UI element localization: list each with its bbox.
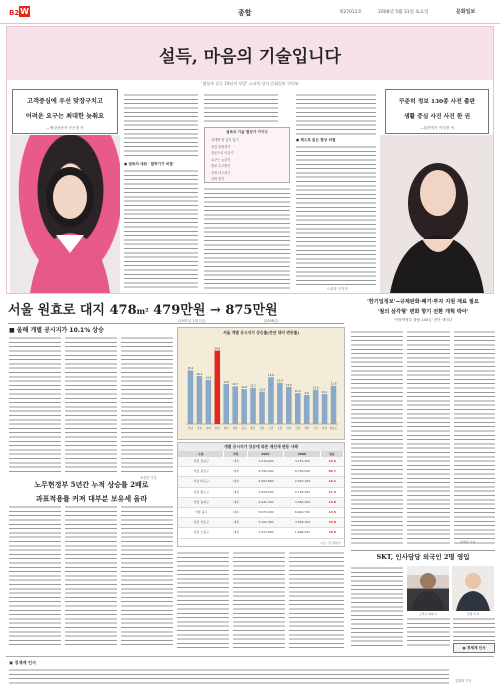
- land-note-left: (2007년 1월 1일): [178, 319, 206, 323]
- right-quote-box: [385, 89, 489, 134]
- right-body-col-2: [454, 330, 495, 546]
- chart-value-label: 12.9: [330, 382, 337, 386]
- date: 2008년 5월 31일 토요일: [378, 10, 429, 15]
- chart-category-label: 성동: [232, 427, 238, 430]
- footer-body: [9, 668, 449, 685]
- table-cell: 16.5: [328, 459, 337, 463]
- second-headline-line-2: 과표적용률 커져 대부분 보유세 올라: [35, 494, 148, 503]
- chart-bar: [232, 386, 238, 424]
- chart-category-label: 서초: [196, 427, 202, 430]
- chart-bar: [223, 384, 229, 424]
- top-story: [6, 26, 494, 294]
- chart-category-label: 동작: [322, 427, 328, 430]
- table-row: [178, 528, 344, 538]
- table-cell: 서울 종로구: [193, 489, 209, 494]
- chart-category-label: 도봉: [277, 427, 283, 430]
- table-cell: 대지: [233, 479, 239, 484]
- table-cell: 3,383,200: [294, 499, 311, 504]
- table-cell: 1,834,500: [258, 489, 274, 494]
- chart-bar: [188, 370, 194, 424]
- table-cell: 2,156,200: [294, 489, 311, 494]
- chart-value-label: 10.9: [259, 388, 265, 392]
- checklist-item: 공감 표현하기: [211, 144, 231, 149]
- table-cell: 서울 용산구: [193, 469, 209, 474]
- chart-bar: [206, 380, 212, 424]
- top-story-body-col-1: [124, 93, 198, 159]
- chart-value-label: 10.1: [321, 390, 328, 394]
- table-cell: 대지: [233, 499, 239, 504]
- table-cell: 서울 송파구: [193, 499, 209, 504]
- table-cell: 17.5: [328, 489, 337, 494]
- table-title: 개별 공시지가 상승에 따른 재산세 변동 사례: [178, 443, 344, 451]
- chart-bar: [259, 392, 265, 424]
- chart-value-label: 12.2: [250, 384, 256, 388]
- table-cell: 2,397,100: [294, 479, 311, 484]
- table-cell: 3,102,400: [258, 520, 274, 525]
- left-quote-line-2: 어려운 요구는 최대한 늦춰요: [25, 113, 105, 120]
- person-illustration-icon: [407, 566, 449, 611]
- second-body-col-2: [65, 505, 117, 648]
- second-body-col-3: [121, 505, 173, 648]
- table-cell: 5,672,000: [258, 510, 274, 515]
- left-quote-line-1: 고객중심에 우선 맞장구치고: [26, 98, 104, 105]
- land-headline-unit: m²: [136, 306, 149, 316]
- right-headline-line-2: '철의 삼각형' 변화 향기 전환 개혁 박아': [377, 309, 469, 315]
- checklist-item: 양보 주고받기: [211, 164, 231, 168]
- land-headline-part-b: 479만원 → 875만원: [148, 303, 278, 318]
- right-portrait-photo: [380, 135, 493, 293]
- table-cell: 서울 마포구: [193, 479, 209, 484]
- checklist-item: 요구는 늦추기: [211, 157, 231, 162]
- table-header-cell: 2008: [284, 451, 321, 457]
- table-header-cell: 구분: [178, 451, 224, 457]
- right-byline: 최재원 기자: [460, 540, 476, 544]
- right-story-headline: [350, 298, 496, 323]
- checklist-title: 설득의 기술 협상가 가이드: [226, 130, 268, 134]
- table-cell: 대지: [233, 510, 239, 515]
- table-body: [178, 457, 344, 539]
- chart-value-label: 18.1: [187, 367, 194, 371]
- skt-photo-left: [407, 566, 449, 611]
- footer-rule: [6, 656, 494, 657]
- land-rule: [8, 323, 344, 324]
- chart-value-label: 14.9: [205, 376, 212, 380]
- table-cell: 15.0: [328, 499, 337, 504]
- right-quote-person: ―통번역가 이지현 씨: [420, 126, 454, 130]
- chart-bar: [250, 388, 256, 424]
- person-illustration-icon: [380, 135, 493, 293]
- second-body-col-4: [177, 551, 229, 648]
- chart-bar: [295, 393, 301, 424]
- land-body-col-2: [65, 336, 117, 472]
- table-cell: 서울 중구: [194, 510, 208, 515]
- skt-caption-left: 스리니 피에 씨: [419, 612, 437, 616]
- table-cell: 서울 노원구: [193, 530, 209, 535]
- chart-value-label: 16.2: [196, 372, 203, 376]
- top-story-body-col-1b: [124, 169, 198, 289]
- table-row: [178, 477, 344, 487]
- person-illustration-icon: [452, 566, 494, 611]
- chart-value-label: 11.8: [241, 385, 248, 389]
- table-cell: 대지: [233, 459, 239, 463]
- table-source: 자료: 국토해양부: [320, 541, 341, 545]
- footer-credit: 김희영 기자: [455, 679, 472, 683]
- chart-category-label: 강북: [286, 427, 292, 430]
- top-story-title: 설득, 마음의 기술입니다: [159, 47, 341, 67]
- table-cell: 대지: [233, 469, 239, 474]
- chart-bar: [197, 376, 203, 424]
- chart-category-label: 송파: [205, 427, 211, 430]
- second-body-col-1: [9, 505, 61, 648]
- chart-category-label: 강동: [259, 427, 265, 430]
- table-cell: 16.1: [328, 479, 337, 484]
- land-table: [177, 442, 345, 547]
- chart-title: 서울 개별 공시지가 상승률(전년 대비 변동률): [222, 330, 300, 335]
- top-story-subtitle: '협상과 설득 10년의 보람' 스피치 강사 문화일보 인터뷰: [201, 81, 299, 86]
- section-title: 종합: [238, 9, 252, 17]
- skt-photo-right: [452, 566, 494, 611]
- land-headline-part-a: 서울 원효로 대지 478: [8, 303, 137, 318]
- table-cell: 서울 서초구: [193, 520, 209, 525]
- chart-value-label: 13.5: [223, 380, 230, 384]
- table-cell: 3,594,100: [294, 520, 311, 525]
- table-cell: 15.8: [328, 520, 337, 525]
- land-byline: 조성진 기자: [140, 476, 157, 480]
- chart-bar: [322, 394, 328, 424]
- top-story-body-col-3b: [296, 145, 376, 285]
- land-body-col-1: [9, 336, 61, 472]
- table-header-cell: 지목: [224, 451, 247, 457]
- table-cell: 2,941,300: [258, 499, 274, 504]
- masthead: [0, 6, 500, 24]
- table-row: [178, 457, 344, 467]
- table-cell: 8,750,000: [294, 469, 311, 474]
- skt-rule: [351, 550, 495, 551]
- top-story-body-col-3: [296, 93, 376, 135]
- subhead-1: ● 설득의 대원 ' 말하기가 비결': [124, 162, 174, 166]
- logo-badge: W: [20, 7, 29, 16]
- chart-bar: [304, 395, 310, 424]
- table-cell: 서울 강남구: [193, 459, 209, 463]
- skt-body-col-1: [351, 566, 403, 648]
- chart-category-label: 구로: [313, 427, 319, 430]
- land-headline: [8, 299, 348, 318]
- left-portrait-photo: [10, 135, 120, 293]
- right-body-col-1: [407, 330, 450, 546]
- left-quote-box: [12, 89, 118, 134]
- table-cell: 4,790,000: [258, 469, 274, 474]
- chart-category-label: 종로: [250, 427, 256, 430]
- second-headline-line-1: 노무현정부 5년간 누적 상승률 2배로: [34, 480, 149, 489]
- chart-bar: [286, 387, 292, 424]
- chart-value-label: 12.7: [232, 383, 239, 387]
- footer-inset-box: ▣ 경제계 인사: [453, 643, 495, 653]
- checklist-item: 신뢰 쌓기: [211, 177, 225, 181]
- chart-value-label: 11.6: [312, 386, 319, 390]
- chart-bar: [268, 377, 274, 424]
- table-cell: 14.5: [328, 510, 337, 515]
- second-body-col-6: [289, 551, 344, 648]
- land-chart: [177, 327, 345, 440]
- table-cell: 18.0: [328, 530, 337, 535]
- checklist-item: 감정 다스리기: [211, 170, 231, 175]
- table-cell: 대지: [233, 520, 239, 525]
- chart-category-label: 영등포: [329, 427, 338, 430]
- right-story-subtitle: '이명박정부 출범 100일' 진단 세미나: [393, 318, 453, 322]
- chart-plot: [178, 338, 344, 438]
- chart-category-label: 금천: [295, 427, 301, 430]
- table-cell: 2,064,800: [258, 479, 274, 484]
- land-subhead: ■ 올해 개별 공시지가 10.1% 상승: [9, 327, 104, 334]
- chart-category-label: 중구: [241, 427, 247, 430]
- land-note-right: (2008년): [264, 319, 279, 323]
- chart-category-label: 관악: [304, 427, 310, 430]
- middle-body-col: [351, 330, 403, 546]
- table-cell: 3,219,600: [258, 459, 274, 463]
- person-illustration-icon: [10, 135, 120, 293]
- paper-name: 문화일보: [456, 9, 476, 15]
- chart-category-label: 마포: [223, 427, 229, 430]
- second-body-col-5: [233, 551, 285, 648]
- chart-bar: [215, 351, 221, 424]
- chart-bar: [241, 389, 247, 424]
- chart-category-label: 용산: [214, 427, 220, 430]
- table-cell: 대지: [233, 489, 239, 494]
- footer-heading: ▣ 경제계 인사: [9, 660, 37, 665]
- top-story-body-col-2b: [204, 187, 290, 289]
- right-quote-line-2: 생활 중심 사진 사진 한 권: [403, 114, 471, 120]
- table-cell: 1,437,800: [258, 530, 274, 535]
- chart-category-label: 강남: [187, 427, 193, 430]
- table-row: [178, 518, 344, 528]
- table-header-cell: 상승: [321, 451, 344, 457]
- checklist-item: 상대방 말 끊지 않기: [211, 138, 239, 142]
- table-cell: 3,751,300: [294, 459, 311, 463]
- chart-value-label: 10.4: [294, 390, 301, 394]
- checklist-item: 질문으로 이끌기: [211, 151, 234, 155]
- subhead-2: ● 책으로 읽는 협상 비결: [296, 138, 336, 142]
- chart-bar: [331, 386, 337, 424]
- table-cell: 6,492,700: [294, 510, 311, 515]
- table-row: [178, 498, 344, 508]
- second-headline: [9, 480, 174, 504]
- table-row: [178, 467, 344, 477]
- right-quote-line-1: 꾸준히 정보 130종 사전 출판: [398, 99, 476, 105]
- top-story-byline: 도움말 이지현: [327, 287, 348, 291]
- chart-value-label: 24.8: [214, 347, 221, 351]
- page-number: B2: [9, 9, 20, 17]
- chart-value-label: 12.5: [285, 383, 292, 387]
- table-cell: 82.7: [328, 469, 337, 474]
- chart-bar: [313, 390, 319, 424]
- table-row: [178, 488, 344, 498]
- chart-value-label: 9.8: [304, 391, 309, 395]
- top-story-body-col-2: [204, 93, 278, 123]
- table-cell: 1,696,500: [294, 530, 311, 535]
- checklist-box: [204, 127, 290, 183]
- land-body-col-3: [121, 336, 173, 472]
- chart-bar: [277, 383, 283, 424]
- skt-body-col-3: [453, 617, 495, 641]
- left-quote-person: ―협상전문가 송은경 씨: [46, 126, 84, 130]
- skt-caption-right: 로렌 커 씨: [466, 612, 480, 616]
- table-row: [178, 508, 344, 518]
- table-cell: 대지: [233, 530, 239, 535]
- table-header-cell: 2007: [248, 451, 285, 457]
- right-headline-line-1: '한기업정보'→규제완화·폐기·투자 지원 재료 필요: [367, 299, 479, 305]
- chart-value-label: 13.9: [276, 379, 283, 383]
- skt-body-col-2: [407, 617, 450, 648]
- issue-number: 제27012호: [339, 10, 363, 15]
- chart-category-label: 노원: [268, 427, 274, 430]
- skt-headline: SKT, 인사담당 외국인 2명 영입: [376, 553, 470, 561]
- chart-value-label: 15.8: [268, 374, 274, 378]
